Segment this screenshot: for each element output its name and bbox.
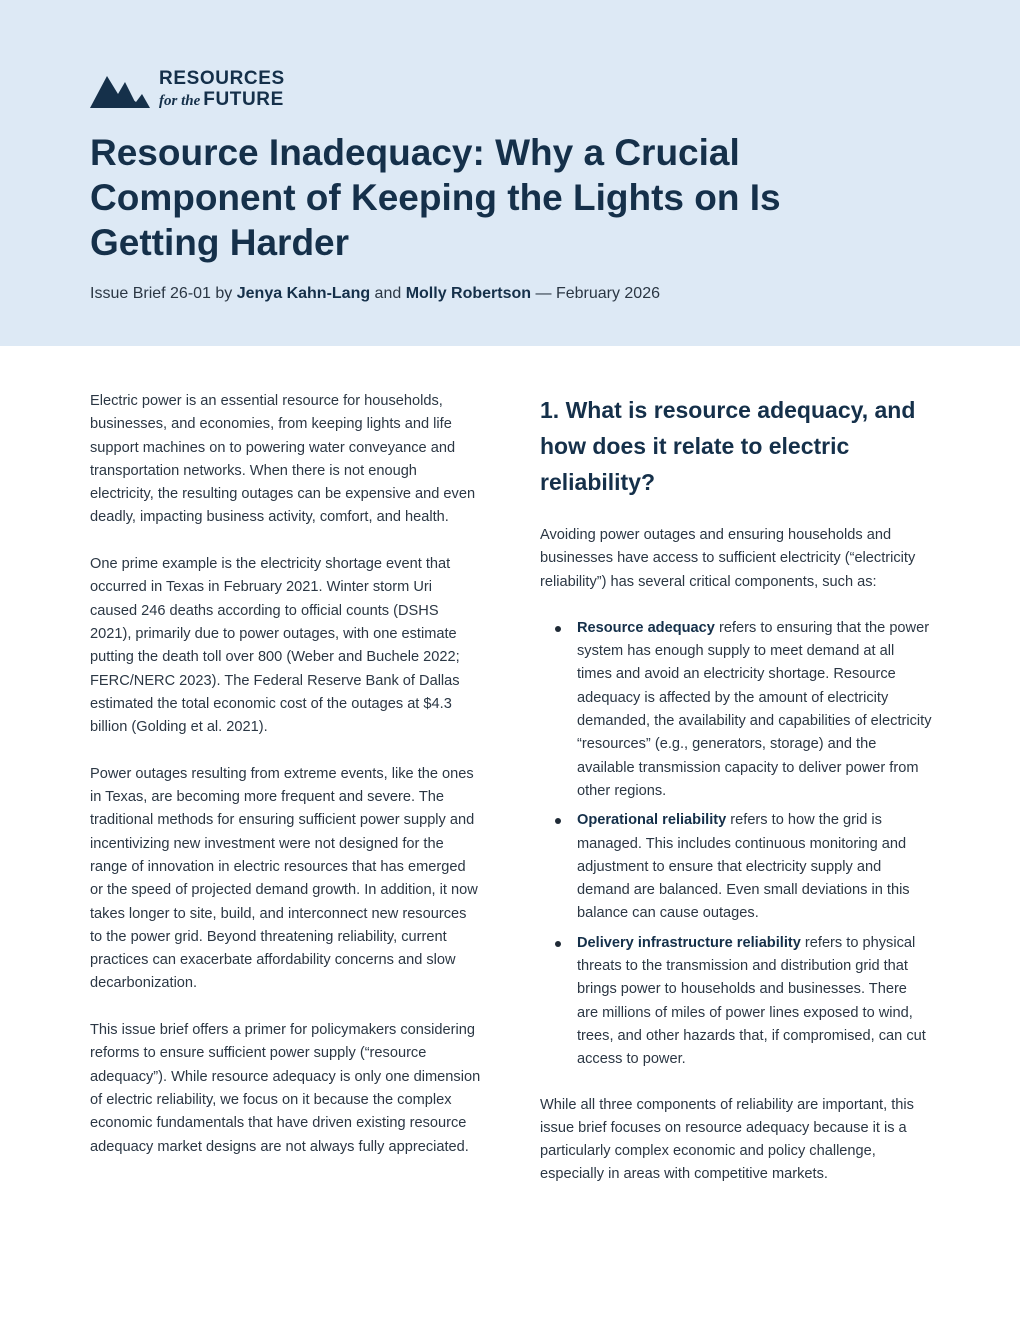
list-item [540, 932, 932, 1072]
section-closing: While all three components of reliability are important, this issue brief focuses on resource adequacy because it is a particularly complex economic and policy challenge, especially in areas with competitive markets. [540, 1096, 914, 1183]
logo-text-future-word: FUTURE [203, 89, 284, 110]
logo-text-resources: RESOURCES [159, 68, 285, 89]
body-paragraph: Power outages resulting from extreme events, like the ones in Texas, are becoming more frequent and severe. The traditional methods for ensuring sufficient power supply and incentivizing new investment were not designed for the range of innovation in electric resources that has emerged or the speed of projected demand growth. In addition, it now takes longer to site, build, and interconnect new resources to the power grid. Beyond threatening reliability, current practices can exacerbate affordability concerns and slow decarbonization. [90, 765, 478, 992]
author-name: Jenya Kahn-Lang [236, 285, 371, 302]
list-item [540, 617, 932, 803]
body-paragraph: This issue brief offers a primer for policymakers considering reforms to ensure sufficient power supply (“resource adequacy”). While resource adequacy is only one dimension of electric reliability, we focus on it because the complex economic fundamentals that have driven existing resource adequacy market designs are not always fully appreciated. [90, 1022, 481, 1155]
bullet-text: refers to physical threats to the transmission and distribution grid that brings power to households and businesses. There are millions of miles of power lines exposed to wind, trees, and other hazards that, if compromised, can cut access to power. [577, 934, 926, 1068]
logo-text-for-the: for the [159, 93, 201, 109]
logo-text-future [159, 89, 284, 111]
right-column [540, 392, 932, 1210]
bullet-term: Operational reliability [577, 812, 727, 829]
section-heading: 1. What is resource adequacy, and how does it relate to electric reliability? [540, 397, 916, 495]
author-name: Molly Robertson [405, 285, 532, 302]
header-banner [0, 0, 1020, 346]
bullet-term: Delivery infrastructure reliability [577, 934, 801, 951]
body-paragraph: Electric power is an essential resource for households, businesses, and economies, from keeping lights and life support machines on to powering water conveyance and transportation networks. When there is not enough electricity, the resulting outages can be expensive and even deadly, impacting business activity, comfort, and health. [90, 393, 476, 526]
reliability-components-list [540, 617, 932, 1072]
byline [90, 285, 660, 303]
bullet-term: Resource adequacy [577, 619, 715, 636]
byline-connector: and [370, 285, 406, 302]
byline-date: — February 2026 [531, 285, 660, 302]
bullet-icon [555, 941, 561, 947]
document-title: Resource Inadequacy: Why a Crucial Component of Keeping the Lights on Is Getting Harder [90, 132, 781, 263]
bullet-icon [555, 818, 561, 824]
list-item [540, 809, 932, 925]
byline-prefix: Issue Brief 26-01 by [90, 285, 237, 302]
bullet-text: refers to ensuring that the power system has enough supply to meet demand at all times and avoid an electricity shortage. Resource adequacy is affected by the amount of electricity demanded, the availability and capabilities of electricity “resources” (e.g., generators, storage) and the available transmission capacity to deliver power from other regions. [577, 619, 932, 799]
left-column [90, 390, 482, 1182]
body-paragraph: One prime example is the electricity shortage event that occurred in Texas in February 2021. Winter storm Uri caused 246 deaths according to official counts (DSHS 2021), primarily due to power outages, with one estimate putting the death toll over 800 (Weber and Buchele 2022; FERC/NERC 2023). The Federal Reserve Bank of Dallas estimated the total economic cost of the outages at $4.3 billion (Golding et al. 2021). [90, 556, 460, 736]
mountain-logo-icon [90, 70, 150, 108]
bullet-icon [555, 626, 561, 632]
bullet-text: refers to how the grid is managed. This includes continuous monitoring and adjustment to ensure that electricity supply and demand are balanced. Even small deviations in this balance can cause outages. [577, 812, 910, 922]
section-intro: Avoiding power outages and ensuring households and businesses have access to sufficient electricity (“electricity reliability”) has several critical components, such as: [540, 527, 916, 590]
